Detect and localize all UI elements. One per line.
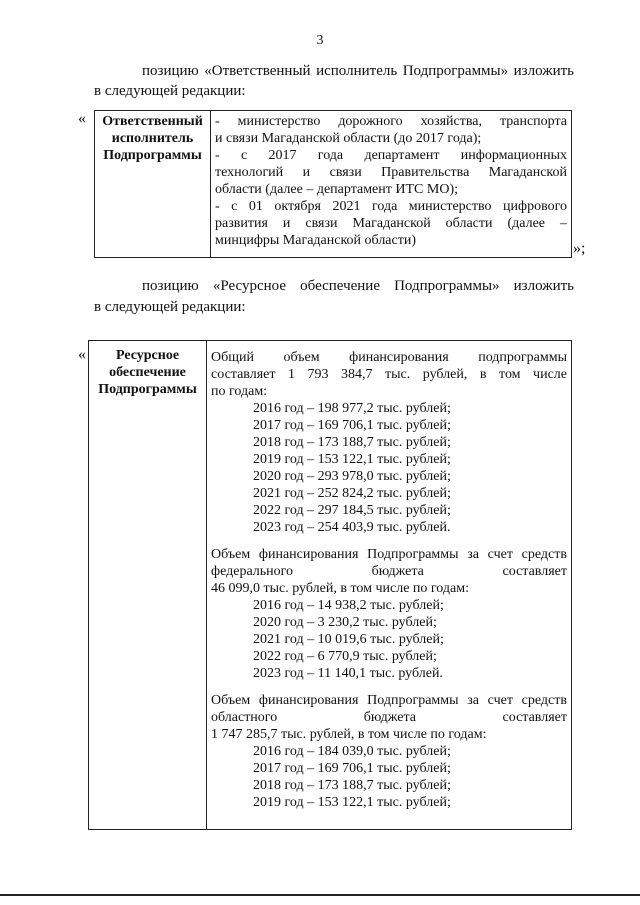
text-line: - с 2017 года департамент информационных — [215, 148, 567, 163]
year-line: 2016 год – 184 039,0 тыс. рублей; — [253, 744, 451, 759]
text-line: федерального бюджета составляет — [211, 564, 567, 579]
label-line: обеспечение — [109, 365, 186, 380]
label-line: исполнитель — [111, 131, 194, 146]
text-line: по годам: — [211, 384, 268, 399]
year-line: 2021 год – 252 824,2 тыс. рублей; — [253, 486, 451, 501]
text-line: областного бюджета составляет — [211, 710, 567, 725]
year-line: 2023 год – 11 140,1 тыс. рублей. — [253, 666, 443, 681]
text-line: Объем финансирования Подпрограммы за счет средств — [211, 547, 567, 562]
text-line: 1 747 285,7 тыс. рублей, в том числе по годам: — [211, 727, 487, 742]
paragraph-2-line-1: позицию «Ресурсное обеспечение Подпрограммы» изложить — [142, 278, 574, 294]
year-line: 2023 год – 254 403,9 тыс. рублей. — [253, 520, 451, 535]
text-line: технологий и связи Правительства Магаданской — [215, 165, 567, 180]
label-line: Ресурсное — [115, 348, 180, 363]
box-1-open-quote: « — [78, 110, 86, 127]
year-line: 2022 год – 297 184,5 тыс. рублей; — [253, 503, 451, 518]
year-line: 2017 год – 169 706,1 тыс. рублей; — [253, 761, 451, 776]
text-line: Общий объем финансирования подпрограммы — [211, 350, 567, 365]
text-line: Объем финансирования Подпрограммы за счет средств — [211, 693, 567, 708]
year-line: 2019 год – 153 122,1 тыс. рублей; — [253, 452, 451, 467]
responsible-executor-value — [211, 111, 571, 257]
text-line: 46 099,0 тыс. рублей, в том числе по годам: — [211, 581, 469, 596]
paragraph-2-line-2: в следующей редакции: — [94, 299, 246, 315]
page-number: 3 — [316, 33, 324, 48]
text-line: составляет 1 793 384,7 тыс. рублей, в том числе — [211, 367, 567, 382]
page-bottom-edge — [0, 894, 640, 896]
text-line: - министерство дорожного хозяйства, транспорта — [215, 114, 567, 129]
year-line: 2022 год – 6 770,9 тыс. рублей; — [253, 649, 437, 664]
label-line: Подпрограммы — [103, 148, 202, 163]
responsible-executor-table — [94, 110, 572, 258]
year-line: 2021 год – 10 019,6 тыс. рублей; — [253, 632, 444, 647]
box-2-open-quote: « — [78, 346, 86, 363]
year-line: 2017 год – 169 706,1 тыс. рублей; — [253, 418, 451, 433]
resource-provision-label — [89, 341, 207, 829]
year-line: 2018 год – 173 188,7 тыс. рублей; — [253, 778, 451, 793]
text-line: области (далее – департамент ИТС МО); — [215, 182, 458, 197]
year-line: 2020 год – 293 978,0 тыс. рублей; — [253, 469, 451, 484]
text-line: и связи Магаданской области (до 2017 года); — [215, 131, 482, 146]
box-1-close-quote: »; — [573, 240, 586, 257]
paragraph-1-line-1: позицию «Ответственный исполнитель Подпрограммы» изложить — [142, 63, 574, 79]
year-line: 2018 год – 173 188,7 тыс. рублей; — [253, 435, 451, 450]
label-line: Ответственный — [102, 114, 203, 129]
year-line: 2019 год – 153 122,1 тыс. рублей; — [253, 795, 451, 810]
paragraph-1-line-2: в следующей редакции: — [94, 83, 246, 99]
text-line: минцифры Магаданской области) — [215, 233, 417, 248]
year-line: 2016 год – 14 938,2 тыс. рублей; — [253, 598, 444, 613]
label-line: Подпрограммы — [98, 382, 197, 397]
year-line: 2020 год – 3 230,2 тыс. рублей; — [253, 615, 437, 630]
resource-provision-table — [88, 340, 572, 830]
text-line: - с 01 октября 2021 года министерство цифрового — [215, 199, 567, 214]
year-line: 2016 год – 198 977,2 тыс. рублей; — [253, 401, 451, 416]
resource-provision-value — [207, 341, 571, 829]
text-line: развития и связи Магаданской области (далее – — [215, 216, 567, 231]
responsible-executor-label — [95, 111, 211, 257]
